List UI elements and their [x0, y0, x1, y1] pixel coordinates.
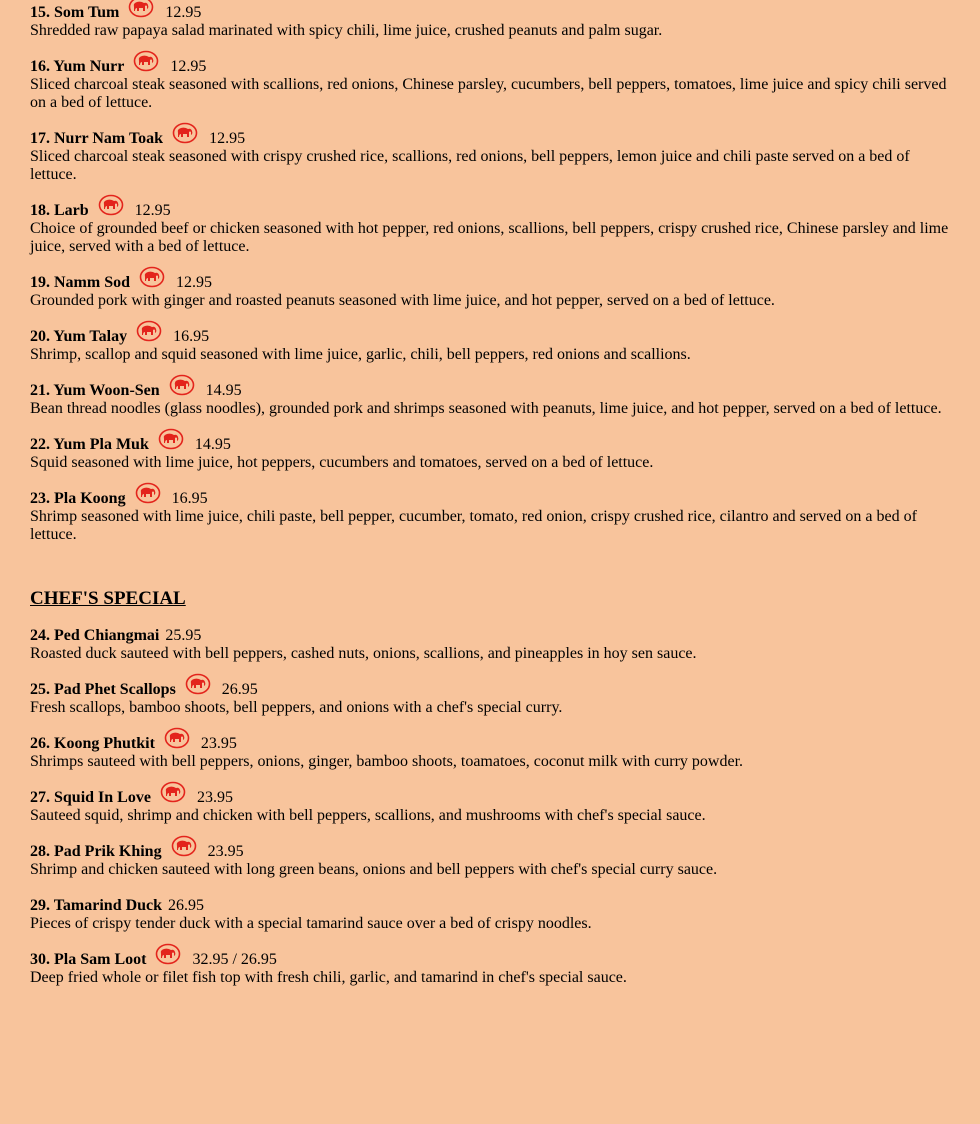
menu-item-name: 25. Pad Phet Scallops — [30, 681, 176, 698]
elephant-spicy-icon — [160, 781, 186, 803]
elephant-spicy-icon — [164, 727, 190, 749]
menu-item-price: 23.95 — [196, 789, 233, 806]
menu-item-description: Sliced charcoal steak seasoned with scallions, red onions, Chinese parsley, cucumbers, bell peppers, tomatoes, lime juice and spicy chili served on a bed of lettuce. — [30, 76, 947, 111]
menu-item — [30, 735, 950, 771]
menu-item-name: 19. Namm Sod — [30, 274, 131, 291]
menu-item-header — [30, 274, 950, 292]
menu-item — [30, 789, 950, 825]
menu-item-header — [30, 382, 950, 400]
menu-item-price: 23.95 — [200, 735, 237, 752]
menu-item-description: Roasted duck sauteed with bell peppers, cashed nuts, onions, scallions, and pineapples in hoy sen sauce. — [30, 645, 697, 662]
menu-item-name: 30. Pla Sam Loot — [30, 951, 147, 968]
menu-item-name: 23. Pla Koong — [30, 490, 126, 507]
menu-item-header — [30, 843, 950, 861]
menu-item — [30, 897, 950, 933]
menu-item-header — [30, 897, 950, 915]
menu-item-description: Sliced charcoal steak seasoned with crispy crushed rice, scallions, red onions, bell peppers, lemon juice and chili paste served on a bed of lettuce. — [30, 148, 910, 183]
menu-item-price: 25.95 — [165, 627, 202, 644]
menu-item-price: 32.95 / 26.95 — [192, 951, 277, 968]
menu-item-description: Squid seasoned with lime juice, hot peppers, cucumbers and tomatoes, served on a bed of lettuce. — [30, 454, 654, 471]
elephant-spicy-icon — [172, 122, 198, 144]
menu-item-price: 16.95 — [173, 328, 210, 345]
menu-item-header — [30, 490, 950, 508]
elephant-spicy-icon — [158, 428, 184, 450]
menu-item — [30, 951, 950, 987]
menu-item-name: 15. Som Tum — [30, 4, 120, 21]
menu-item-name: 24. Ped Chiangmai — [30, 627, 160, 644]
menu-item-price: 26.95 — [168, 897, 205, 914]
menu-item-header — [30, 681, 950, 699]
elephant-spicy-icon — [98, 194, 124, 216]
menu-item-name: 28. Pad Prik Khing — [30, 843, 162, 860]
menu-item-description: Sauteed squid, shrimp and chicken with bell peppers, scallions, and mushrooms with chef's special sauce. — [30, 807, 706, 824]
menu-item-description: Shrimp seasoned with lime juice, chili paste, bell pepper, cucumber, tomato, red onion, crispy crushed rice, cilantro and served on a bed of lettuce. — [30, 508, 917, 543]
elephant-spicy-icon — [128, 0, 154, 18]
menu-item-header — [30, 436, 950, 454]
menu-item — [30, 4, 950, 40]
menu-item-price: 14.95 — [205, 382, 242, 399]
elephant-spicy-icon — [155, 943, 181, 965]
menu-item — [30, 382, 950, 418]
menu-item-description: Shrimps sauteed with bell peppers, onions, ginger, bamboo shoots, toamatoes, coconut milk with curry powder. — [30, 753, 744, 770]
menu-item-price: 12.95 — [165, 4, 202, 21]
menu-item-header — [30, 202, 950, 220]
menu-item-description: Grounded pork with ginger and roasted peanuts seasoned with lime juice, and hot pepper, served on a bed of lettuce. — [30, 292, 775, 309]
menu-item-price: 12.95 — [209, 130, 246, 147]
menu-item-header — [30, 951, 950, 969]
menu-item-price: 12.95 — [134, 202, 171, 219]
menu-item-name: 20. Yum Talay — [30, 328, 128, 345]
menu-item-header — [30, 4, 950, 22]
menu-item — [30, 681, 950, 717]
menu-item — [30, 627, 950, 663]
elephant-spicy-icon — [133, 50, 159, 72]
menu-item-header — [30, 789, 950, 807]
menu-item-price: 26.95 — [221, 681, 258, 698]
menu-item — [30, 274, 950, 310]
menu-item-name: 22. Yum Pla Muk — [30, 436, 149, 453]
menu-item — [30, 436, 950, 472]
elephant-spicy-icon — [139, 266, 165, 288]
menu-item-description: Bean thread noodles (glass noodles), grounded pork and shrimps seasoned with peanuts, lime juice, and hot pepper, served on a bed of lettuce. — [30, 400, 942, 417]
menu-item-name: 26. Koong Phutkit — [30, 735, 155, 752]
menu-item-description: Choice of grounded beef or chicken seasoned with hot pepper, red onions, scallions, bell peppers, crispy crushed rice, Chinese parsley and lime juice, served with a bed of lettuce. — [30, 220, 949, 255]
menu-item-price: 12.95 — [170, 58, 207, 75]
menu-item-price: 14.95 — [194, 436, 231, 453]
menu-item — [30, 58, 950, 112]
menu-item-name: 17. Nurr Nam Toak — [30, 130, 164, 147]
elephant-spicy-icon — [169, 374, 195, 396]
menu-item-name: 16. Yum Nurr — [30, 58, 125, 75]
menu-item-name: 29. Tamarind Duck — [30, 897, 163, 914]
menu-item-description: Fresh scallops, bamboo shoots, bell peppers, and onions with a chef's special curry. — [30, 699, 563, 716]
menu-item — [30, 328, 950, 364]
menu-item-description: Deep fried whole or filet fish top with fresh chili, garlic, and tamarind in chef's special sauce. — [30, 969, 627, 986]
menu-item-description: Pieces of crispy tender duck with a special tamarind sauce over a bed of crispy noodles. — [30, 915, 592, 932]
menu-item-price: 23.95 — [207, 843, 244, 860]
menu-item-header — [30, 58, 950, 76]
menu-item-header — [30, 130, 950, 148]
elephant-spicy-icon — [171, 835, 197, 857]
menu-item-price: 12.95 — [176, 274, 213, 291]
menu-item-description: Shrimp, scallop and squid seasoned with lime juice, garlic, chili, bell peppers, red onions and scallions. — [30, 346, 691, 363]
menu-item-description: Shredded raw papaya salad marinated with spicy chili, lime juice, crushed peanuts and palm sugar. — [30, 22, 663, 39]
menu-item-header — [30, 627, 950, 645]
menu-item-name: 27. Squid In Love — [30, 789, 151, 806]
section-title-chefs-special: CHEF'S SPECIAL — [30, 588, 186, 609]
menu-item — [30, 843, 950, 879]
elephant-spicy-icon — [135, 482, 161, 504]
elephant-spicy-icon — [185, 673, 211, 695]
menu-page — [30, 0, 950, 1005]
menu-item-name: 18. Larb — [30, 202, 89, 219]
menu-item-description: Shrimp and chicken sauteed with long green beans, onions and bell peppers with chef's special curry sauce. — [30, 861, 718, 878]
menu-item-header — [30, 735, 950, 753]
menu-item — [30, 202, 950, 256]
menu-item — [30, 490, 950, 544]
menu-item-name: 21. Yum Woon-Sen — [30, 382, 160, 399]
menu-item-price: 16.95 — [171, 490, 208, 507]
elephant-spicy-icon — [136, 320, 162, 342]
menu-item-header — [30, 328, 950, 346]
menu-item — [30, 130, 950, 184]
